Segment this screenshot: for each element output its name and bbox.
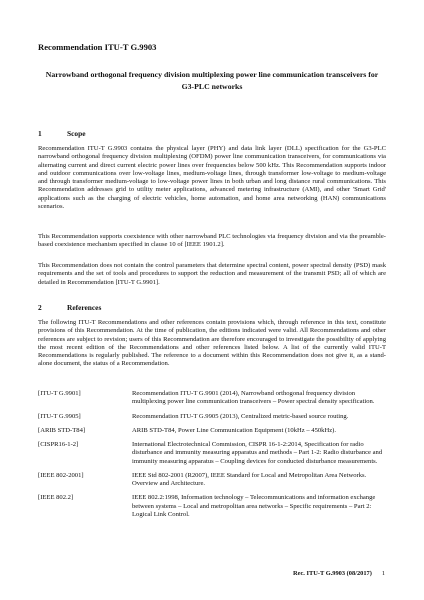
reference-text: Recommendation ITU-T G.9905 (2013), Centralized metric-based source routing. — [132, 412, 349, 420]
page-footer — [293, 570, 385, 577]
section-number: 1 — [38, 129, 42, 138]
section-title: References — [67, 303, 102, 312]
reference-list — [38, 390, 386, 525]
section-heading-scope — [38, 129, 85, 138]
reference-item — [38, 390, 386, 407]
reference-item — [38, 413, 386, 421]
reference-item — [38, 441, 386, 466]
recommendation-number: Recommendation ITU-T G.9903 — [38, 42, 157, 52]
document-title: Narrowband orthogonal frequency division multiplexing power line communication transceivers for G3-PLC networks — [45, 70, 379, 91]
reference-text: Recommendation ITU-T G.9901 (2014), Narrowband orthogonal frequency division multiplexing power line communication transceivers – Power spectral density specification. — [132, 390, 375, 406]
reference-item — [38, 472, 386, 489]
footer-label: Rec. ITU-T G.9903 (08/2017) — [293, 570, 372, 577]
reference-text: IEEE Std 802-2001 (R2007), IEEE Standard for Local and Metropolitan Area Networks. Overview and Architecture. — [132, 471, 367, 487]
section-title: Scope — [67, 129, 86, 138]
reference-key: [CISPR16-1-2] — [38, 441, 79, 448]
scope-paragraph-2: This Recommendation supports coexistence with other narrowband PLC technologies via frequency division and via the preamble-based coexistence mechanism specified in clause 10 of [IEEE 1901.2]. — [38, 233, 386, 249]
reference-key: [IEEE 802-2001] — [38, 471, 84, 479]
reference-text: International Electrotechnical Commission, CISPR 16-1-2:2014, Specification for radio disturbance and immunity measuring apparatus and methods – Part 1-2: Radio disturbance and immunity measuring apparatus – Coupling devices for conducted disturbance measurements. — [132, 441, 383, 465]
reference-item — [38, 427, 386, 435]
reference-text: IEEE 802.2:1998, Information technology – Telecommunications and information exchange between systems – Local and metropolitan area networks – Specific requirements – Part 2: Logical Link Control. — [132, 494, 376, 518]
reference-key: [ARIB STD-T84] — [38, 426, 86, 434]
page-number: 1 — [381, 570, 386, 577]
references-intro: The following ITU-T Recommendations and other references contain provisions which, through reference in this text, constitute provisions of this Recommendation. At the time of publication, the editions indicated were valid. All Recommendations and other references are subject to revision; users of this Recommendation are therefore encouraged to investigate the possibility of applying the most recent edition of the Recommendations and other references listed below. A list of the currently valid ITU-T Recommendations is regularly published. The reference to a document within this Recommendation does not give it, as a stand-alone document, the status of a Recommendation. — [38, 319, 386, 368]
reference-key: [ITU-T G.9901] — [38, 390, 81, 397]
scope-paragraph-3: This Recommendation does not contain the control parameters that determine spectral content, power spectral density (PSD) mask requirements and the set of tools and procedures to support the reduction and measurement of the transmit PSD; all of which are detailed in Recommendation [ITU-T G.9901]. — [38, 262, 386, 286]
section-number: 2 — [38, 303, 42, 312]
section-heading-references — [38, 303, 101, 312]
reference-text: ARIB STD-T84, Power Line Communication Equipment (10kHz – 450kHz). — [132, 426, 337, 434]
reference-item — [38, 494, 386, 519]
reference-key: [IEEE 802.2] — [38, 494, 74, 502]
reference-key: [ITU-T G.9905] — [38, 412, 81, 420]
scope-paragraph-1: Recommendation ITU-T G.9903 contains the physical layer (PHY) and data link layer (DLL) specification for the G3-PLC narrowband orthogonal frequency division multiplexing (OFDM) power line communication transceivers, for communications via alternating current and direct current electric power lines over frequencies below 500 kHz. This Recommendation supports indoor and outdoor communications over low-voltage lines, medium-voltage lines, through transformer low-voltage to medium-voltage and through transformer medium-voltage to low-voltage power lines in both urban and long distance rural communications. This Recommendation addresses grid to utility meter applications, advanced metering infrastructure (AMI), and other 'Smart Grid' applications such as the charging of electric vehicles, home automation, and home area networking (HAN) communications scenarios. — [38, 145, 386, 210]
